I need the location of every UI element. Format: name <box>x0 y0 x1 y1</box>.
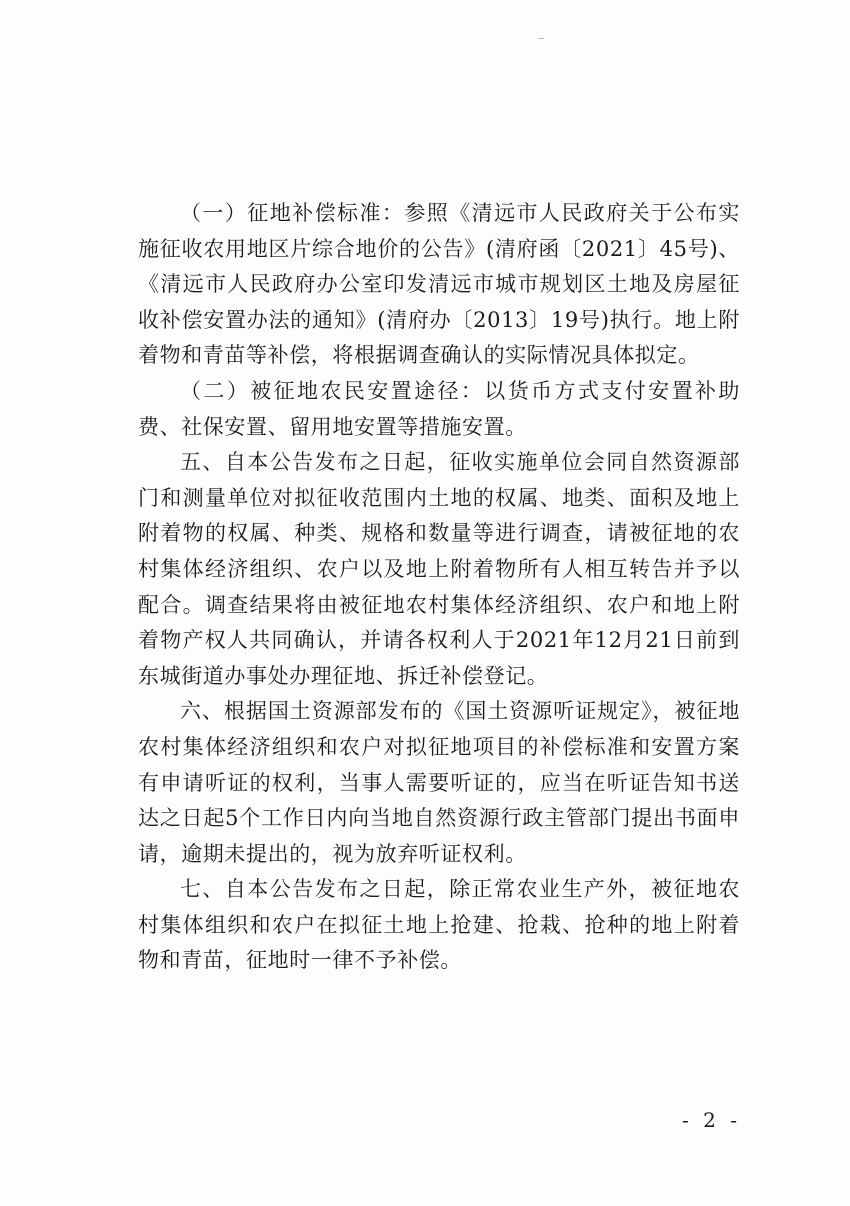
paragraph-resettlement-approach: （二）被征地农民安置途径：以货币方式支付安置补助费、社保安置、留用地安置等措施安置。 <box>138 378 740 439</box>
paragraph-compensation-standard: （一）征地补偿标准：参照《清远市人民政府关于公布实施征收农用地区片综合地价的公告》(清府函〔2021〕45号)、《清远市人民政府办公室印发清远市城市规划区土地及房屋征收补偿安置办法的通知》(清府办〔2013〕19号)执行。地上附着物和青苗等补偿，将根据调查确认的实际情况具体拟定。 <box>138 201 740 368</box>
page-number: - 2 - <box>682 1108 741 1132</box>
paragraph-item-six-hearing: 六、根据国土资源部发布的《国土资源听证规定》，被征地农村集体经济组织和农户对拟征地项目的补偿标准和安置方案有申请听证的权利，当事人需要听证的，应当在听证告知书送达之日起5个工作日内向当地自然资源行政主管部门提出书面申请，逾期未提出的，视为放弃听证权利。 <box>138 699 740 866</box>
paragraph-item-five-survey: 五、自本公告发布之日起，征收实施单位会同自然资源部门和测量单位对拟征收范围内土地的权属、地类、面积及地上附着物的权属、种类、规格和数量等进行调查，请被征地的农村集体经济组织、农户以及地上附着物所有人相互转告并予以配合。调查结果将由被征地农村集体经济组织、农户和地上附着物产权人共同确认，并请各权利人于2021年12月21日前到东城街道办事处办理征地、拆迁补偿登记。 <box>138 450 740 688</box>
paragraph-item-seven-no-compensation: 七、自本公告发布之日起，除正常农业生产外，被征地农村集体组织和农户在拟征土地上抢建、抢栽、抢种的地上附着物和青苗，征地时一律不予补偿。 <box>138 877 740 973</box>
scan-speck <box>538 38 544 39</box>
document-body <box>138 196 740 979</box>
